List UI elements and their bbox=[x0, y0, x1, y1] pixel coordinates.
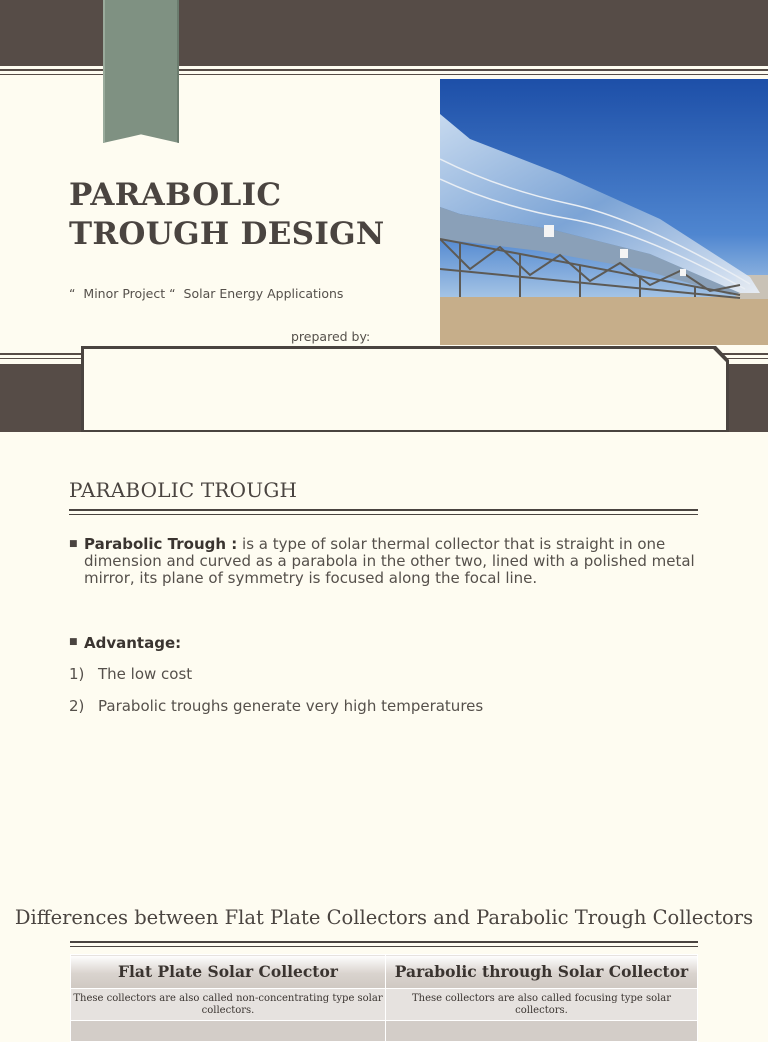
definition-bullet bbox=[69, 536, 699, 587]
comparison-rule-thin bbox=[70, 946, 698, 947]
table-cell: These collectors are also called non-concentrating type solar collectors. bbox=[71, 989, 386, 1021]
parabolic-trough-photo bbox=[440, 79, 768, 345]
table-cell: These collectors are also called focusing type solar collectors. bbox=[386, 989, 698, 1021]
comparison-title: Differences between Flat Plate Collectors and Parabolic Trough Collectors bbox=[14, 906, 754, 929]
advantage-label: Advantage: bbox=[84, 634, 182, 652]
list-item bbox=[69, 697, 483, 715]
table-row bbox=[71, 989, 698, 1021]
ribbon-bookmark bbox=[103, 0, 179, 143]
definition-term: Parabolic Trough : bbox=[84, 535, 238, 553]
list-text: The low cost bbox=[98, 665, 193, 683]
table-header: Parabolic through Solar Collector bbox=[386, 955, 698, 989]
title-line-1: PARABOLIC bbox=[69, 177, 282, 213]
comparison-rule bbox=[70, 941, 698, 943]
heading-rule bbox=[69, 509, 698, 511]
list-item bbox=[69, 665, 192, 683]
heading-rule-thin bbox=[69, 514, 698, 515]
slide-title bbox=[69, 176, 429, 254]
definition-paragraph bbox=[84, 536, 699, 587]
definition-text: is a type of solar thermal collector that is straight in one dimension and curved as a parabola in the other two, lined with a polished metal mirror, its plane of symmetry is focused along the focal line. bbox=[84, 535, 695, 587]
title-slide bbox=[0, 0, 768, 432]
list-text: Parabolic troughs generate very high temperatures bbox=[98, 697, 484, 715]
section-heading: PARABOLIC TROUGH bbox=[69, 478, 298, 502]
table-header: Flat Plate Solar Collector bbox=[71, 955, 386, 989]
advantage-bullet bbox=[69, 634, 181, 652]
bullet-square-icon: ■ bbox=[69, 539, 78, 549]
list-number: 1) bbox=[69, 665, 85, 683]
list-number: 2) bbox=[69, 697, 85, 715]
slide-subtitle: “ Minor Project “ Solar Energy Applications bbox=[69, 286, 344, 301]
comparison-table bbox=[70, 954, 698, 1042]
prepared-by-label: prepared by: bbox=[291, 329, 371, 344]
table-header-row bbox=[71, 955, 698, 989]
bullet-square-icon: ■ bbox=[69, 637, 78, 647]
presenter-box bbox=[84, 349, 726, 430]
title-line-2: TROUGH DESIGN bbox=[69, 216, 385, 252]
